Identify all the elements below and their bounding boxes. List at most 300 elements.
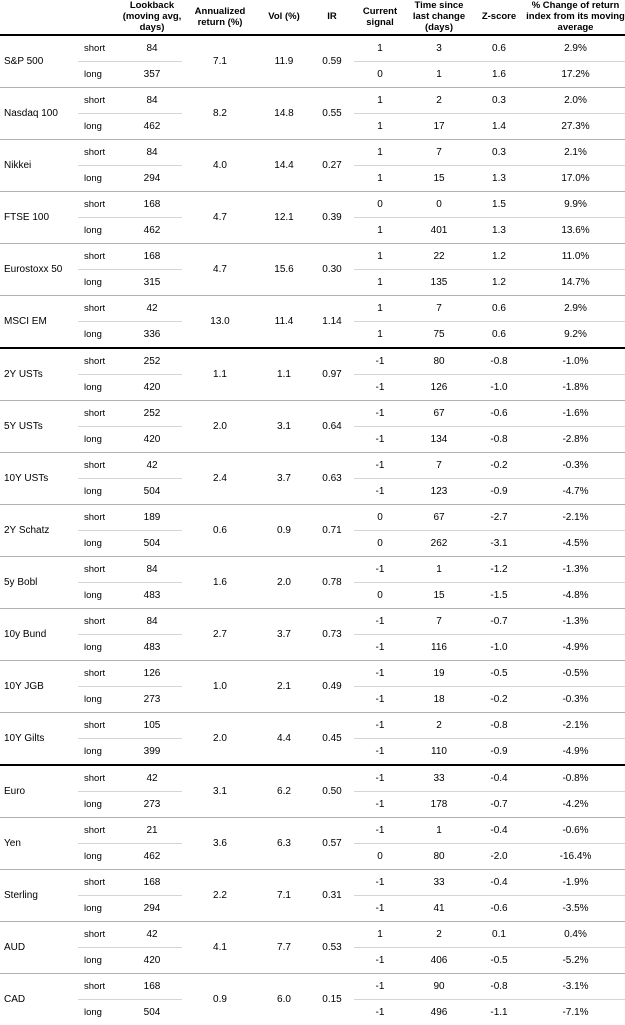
pct-change-value: -5.2% xyxy=(526,947,625,973)
ir-value: 0.97 xyxy=(310,348,354,401)
time-since-change-value: 33 xyxy=(406,869,472,895)
lookback-value: 504 xyxy=(143,1006,161,1018)
lookback-value: 294 xyxy=(122,895,182,921)
lookback-value: 504 xyxy=(122,530,182,556)
current-signal-value: -1 xyxy=(354,348,406,375)
current-signal-value: -1 xyxy=(354,426,406,452)
pct-change-value: -1.6% xyxy=(526,400,625,426)
annualized-return-value: 4.7 xyxy=(182,243,258,295)
vol-value: 2.0 xyxy=(258,556,310,608)
time-since-change-value: 2 xyxy=(406,87,472,113)
zscore-value: -0.9 xyxy=(472,478,526,504)
asset-name: Nikkei xyxy=(0,139,78,191)
header-term xyxy=(78,0,122,35)
header-asset xyxy=(0,0,78,35)
zscore-value: -0.8 xyxy=(472,973,526,999)
asset-name: 10Y JGB xyxy=(0,660,78,712)
time-since-change-value: 41 xyxy=(406,895,472,921)
zscore-value: -0.7 xyxy=(472,791,526,817)
zscore-value: -2.0 xyxy=(472,843,526,869)
pct-change-value: -7.1% xyxy=(562,1006,589,1018)
zscore-value: -0.8 xyxy=(472,426,526,452)
current-signal-value: 1 xyxy=(354,139,406,165)
asset-name: 10Y USTs xyxy=(0,452,78,504)
vol-value: 4.4 xyxy=(258,712,310,765)
ir-value: 0.59 xyxy=(310,35,354,88)
lookback-value: 273 xyxy=(122,791,182,817)
pct-change-value: -4.8% xyxy=(526,582,625,608)
term-label: short xyxy=(78,87,122,113)
ir-value: 0.55 xyxy=(310,87,354,139)
pct-change-value: -3.5% xyxy=(526,895,625,921)
zscore-value: 1.4 xyxy=(472,113,526,139)
pct-change-value: -1.0% xyxy=(526,348,625,375)
lookback-value: 294 xyxy=(122,165,182,191)
zscore-value: 1.3 xyxy=(472,165,526,191)
ir-value: 0.73 xyxy=(310,608,354,660)
current-signal-value: 0 xyxy=(354,843,406,869)
time-since-change-value: 1 xyxy=(406,556,472,582)
asset-name: MSCI EM xyxy=(0,295,78,348)
term-label: long xyxy=(78,634,122,660)
table-row xyxy=(0,452,625,478)
pct-change-value: 2.0% xyxy=(526,87,625,113)
time-since-change-value: 19 xyxy=(406,660,472,686)
zscore-value: -3.1 xyxy=(472,530,526,556)
lookback-value: 42 xyxy=(122,452,182,478)
current-signal-value: 1 xyxy=(354,35,406,62)
lookback-value: 21 xyxy=(122,817,182,843)
annualized-return-value: 2.4 xyxy=(182,452,258,504)
vol-value: 1.1 xyxy=(258,348,310,401)
lookback-value: 84 xyxy=(122,556,182,582)
time-since-change-value: 134 xyxy=(406,426,472,452)
time-since-change-value: 67 xyxy=(406,400,472,426)
current-signal-value: -1 xyxy=(354,660,406,686)
zscore-value: -0.5 xyxy=(472,947,526,973)
pct-change-value: -2.1% xyxy=(526,504,625,530)
current-signal-value: 1 xyxy=(354,243,406,269)
term-label: short xyxy=(78,400,122,426)
current-signal-value: 1 xyxy=(354,113,406,139)
table-row xyxy=(0,921,625,947)
time-since-change-value: 496 xyxy=(430,1006,448,1018)
lookback-value: 462 xyxy=(122,843,182,869)
zscore-value: -0.8 xyxy=(472,712,526,738)
asset-name: 5y Bobl xyxy=(0,556,78,608)
term-label: short xyxy=(78,869,122,895)
asset-name: S&P 500 xyxy=(0,35,78,88)
current-signal-value: 1 xyxy=(354,165,406,191)
pct-change-value: -0.3% xyxy=(526,452,625,478)
pct-change-value: 13.6% xyxy=(526,217,625,243)
term-label: long xyxy=(78,321,122,348)
term-label: short xyxy=(78,921,122,947)
vol-value: 14.8 xyxy=(258,87,310,139)
time-since-change-value: 80 xyxy=(406,348,472,375)
current-signal-value: -1 xyxy=(354,738,406,765)
zscore-value: 1.6 xyxy=(472,61,526,87)
vol-value: 6.3 xyxy=(258,817,310,869)
pct-change-value: -3.1% xyxy=(526,973,625,999)
current-signal-value: -1 xyxy=(354,791,406,817)
term-label: short xyxy=(78,35,122,62)
table-row xyxy=(0,243,625,269)
ir-value: 1.14 xyxy=(310,295,354,348)
header-annualized-return: Annualized return (%) xyxy=(194,5,246,28)
time-since-change-value: 262 xyxy=(406,530,472,556)
pct-change-value: -4.9% xyxy=(526,634,625,660)
term-label: long xyxy=(78,113,122,139)
table-row xyxy=(0,348,625,375)
zscore-value: 0.6 xyxy=(472,295,526,321)
annualized-return-value: 2.0 xyxy=(182,400,258,452)
pct-change-value: -1.3% xyxy=(526,556,625,582)
pct-change-value: 2.9% xyxy=(526,295,625,321)
ir-value: 0.63 xyxy=(310,452,354,504)
vol-value: 3.1 xyxy=(258,400,310,452)
zscore-value: -1.5 xyxy=(472,582,526,608)
lookback-value: 420 xyxy=(122,426,182,452)
term-label: short xyxy=(78,660,122,686)
annualized-return-value: 4.1 xyxy=(182,921,258,973)
asset-name: 10y Bund xyxy=(0,608,78,660)
vol-value: 12.1 xyxy=(258,191,310,243)
time-since-change-value: 0 xyxy=(406,191,472,217)
ir-value: 0.27 xyxy=(310,139,354,191)
pct-change-value: 27.3% xyxy=(526,113,625,139)
vol-value: 6.0 xyxy=(277,993,291,1005)
term-label: short xyxy=(78,452,122,478)
pct-change-value: -4.7% xyxy=(526,478,625,504)
term-label: long xyxy=(78,61,122,87)
vol-value: 15.6 xyxy=(258,243,310,295)
current-signal-value: -1 xyxy=(354,478,406,504)
lookback-value: 84 xyxy=(122,35,182,62)
table-header xyxy=(0,0,625,35)
table-row xyxy=(0,973,625,999)
current-signal-value: -1 xyxy=(354,400,406,426)
ir-value: 0.53 xyxy=(310,921,354,973)
lookback-value: 84 xyxy=(122,139,182,165)
pct-change-value: -4.9% xyxy=(526,738,625,765)
asset-name: Yen xyxy=(0,817,78,869)
table-row xyxy=(0,712,625,738)
pct-change-value: 9.2% xyxy=(526,321,625,348)
table-row xyxy=(0,191,625,217)
lookback-value: 168 xyxy=(122,973,182,999)
table-row xyxy=(0,660,625,686)
current-signal-value: -1 xyxy=(375,1006,385,1018)
pct-change-value: -0.3% xyxy=(526,686,625,712)
header-lookback: Lookback (moving avg, days) xyxy=(122,0,182,34)
zscore-value: -0.5 xyxy=(472,660,526,686)
term-label: long xyxy=(78,895,122,921)
term-label: long xyxy=(78,738,122,765)
header-row xyxy=(0,0,625,35)
pct-change-value: -1.8% xyxy=(526,374,625,400)
time-since-change-value: 116 xyxy=(406,634,472,660)
pct-change-value: -1.3% xyxy=(526,608,625,634)
term-label: long xyxy=(78,374,122,400)
current-signal-value: 0 xyxy=(354,530,406,556)
pct-change-value: -1.9% xyxy=(526,869,625,895)
pct-change-value: -4.2% xyxy=(526,791,625,817)
time-since-change-value: 17 xyxy=(406,113,472,139)
pct-change-value: -0.8% xyxy=(526,765,625,792)
vol-value: 11.4 xyxy=(258,295,310,348)
lookback-value: 42 xyxy=(122,765,182,792)
lookback-value: 168 xyxy=(122,191,182,217)
lookback-value: 126 xyxy=(122,660,182,686)
lookback-value: 273 xyxy=(122,686,182,712)
current-signal-value: -1 xyxy=(354,608,406,634)
ir-value: 0.57 xyxy=(310,817,354,869)
pct-change-value: -4.5% xyxy=(526,530,625,556)
lookback-value: 252 xyxy=(122,400,182,426)
zscore-value: -1.2 xyxy=(472,556,526,582)
asset-name: 10Y Gilts xyxy=(0,712,78,765)
term-label: short xyxy=(78,765,122,792)
annualized-return-value: 7.1 xyxy=(182,35,258,88)
current-signal-value: -1 xyxy=(354,556,406,582)
term-label: long xyxy=(78,217,122,243)
zscore-value: -1.0 xyxy=(472,634,526,660)
time-since-change-value: 15 xyxy=(406,582,472,608)
time-since-change-value: 15 xyxy=(406,165,472,191)
asset-name: FTSE 100 xyxy=(0,191,78,243)
lookback-value: 399 xyxy=(122,738,182,765)
table-row xyxy=(0,765,625,792)
lookback-value: 357 xyxy=(122,61,182,87)
time-since-change-value: 123 xyxy=(406,478,472,504)
zscore-value: -0.9 xyxy=(472,738,526,765)
annualized-return-value: 2.7 xyxy=(182,608,258,660)
current-signal-value: 1 xyxy=(354,295,406,321)
term-label: short xyxy=(78,295,122,321)
asset-name: CAD xyxy=(4,993,26,1005)
time-since-change-value: 22 xyxy=(406,243,472,269)
time-since-change-value: 1 xyxy=(406,817,472,843)
time-since-change-value: 90 xyxy=(406,973,472,999)
term-label: long xyxy=(78,165,122,191)
time-since-change-value: 7 xyxy=(406,295,472,321)
lookback-value: 420 xyxy=(122,947,182,973)
time-since-change-value: 7 xyxy=(406,452,472,478)
ir-value: 0.45 xyxy=(310,712,354,765)
time-since-change-value: 7 xyxy=(406,608,472,634)
pct-change-value: 9.9% xyxy=(526,191,625,217)
annualized-return-value: 1.0 xyxy=(182,660,258,712)
ir-value: 0.50 xyxy=(310,765,354,818)
ir-value: 0.78 xyxy=(310,556,354,608)
term-label: long xyxy=(78,426,122,452)
ir-value: 0.31 xyxy=(310,869,354,921)
zscore-value: -1.1 xyxy=(490,1006,508,1018)
zscore-value: 0.1 xyxy=(472,921,526,947)
time-since-change-value: 135 xyxy=(406,269,472,295)
ir-value: 0.30 xyxy=(310,243,354,295)
zscore-value: -0.8 xyxy=(472,348,526,375)
current-signal-value: -1 xyxy=(354,765,406,792)
lookback-value: 420 xyxy=(122,374,182,400)
current-signal-value: 0 xyxy=(354,504,406,530)
header-pct-change: % Change of return index from its moving average xyxy=(526,0,625,34)
pct-change-value: -0.5% xyxy=(526,660,625,686)
lookback-value: 168 xyxy=(122,869,182,895)
vol-value: 7.7 xyxy=(258,921,310,973)
table-row xyxy=(0,504,625,530)
table-row xyxy=(0,556,625,582)
term-label: long xyxy=(78,791,122,817)
pct-change-value: -16.4% xyxy=(526,843,625,869)
annualized-return-value: 2.0 xyxy=(182,712,258,765)
header-vol: Vol (%) xyxy=(268,11,300,23)
asset-name: 2Y Schatz xyxy=(0,504,78,556)
lookback-value: 483 xyxy=(122,582,182,608)
vol-value: 7.1 xyxy=(258,869,310,921)
asset-name: AUD xyxy=(0,921,78,973)
time-since-change-value: 2 xyxy=(406,712,472,738)
lookback-value: 42 xyxy=(122,921,182,947)
zscore-value: 0.3 xyxy=(472,87,526,113)
pct-change-value: -2.8% xyxy=(526,426,625,452)
ir-value: 0.64 xyxy=(310,400,354,452)
zscore-value: -0.6 xyxy=(472,895,526,921)
lookback-value: 42 xyxy=(122,295,182,321)
current-signal-value: 0 xyxy=(354,191,406,217)
zscore-value: -0.4 xyxy=(472,765,526,792)
annualized-return-value: 0.6 xyxy=(182,504,258,556)
current-signal-value: -1 xyxy=(354,374,406,400)
current-signal-value: -1 xyxy=(354,712,406,738)
lookback-value: 462 xyxy=(122,217,182,243)
asset-name: Eurostoxx 50 xyxy=(0,243,78,295)
time-since-change-value: 110 xyxy=(406,738,472,765)
time-since-change-value: 67 xyxy=(406,504,472,530)
time-since-change-value: 2 xyxy=(406,921,472,947)
vol-value: 2.1 xyxy=(258,660,310,712)
lookback-value: 84 xyxy=(122,87,182,113)
current-signal-value: -1 xyxy=(354,686,406,712)
current-signal-value: 1 xyxy=(354,269,406,295)
lookback-value: 315 xyxy=(122,269,182,295)
asset-name: Sterling xyxy=(0,869,78,921)
term-label: short xyxy=(78,348,122,375)
term-label: long xyxy=(78,582,122,608)
term-label: short xyxy=(78,712,122,738)
pct-change-value: -0.6% xyxy=(526,817,625,843)
pct-change-value: 11.0% xyxy=(526,243,625,269)
zscore-value: -1.0 xyxy=(472,374,526,400)
term-label: short xyxy=(78,504,122,530)
annualized-return-value: 3.6 xyxy=(182,817,258,869)
lookback-value: 462 xyxy=(122,113,182,139)
lookback-value: 189 xyxy=(122,504,182,530)
time-since-change-value: 7 xyxy=(406,139,472,165)
annualized-return-value: 3.1 xyxy=(182,765,258,818)
asset-name: 5Y USTs xyxy=(0,400,78,452)
table-body xyxy=(0,35,625,1025)
time-since-change-value: 126 xyxy=(406,374,472,400)
annualized-return-value: 2.2 xyxy=(182,869,258,921)
zscore-value: -0.7 xyxy=(472,608,526,634)
table-row xyxy=(0,35,625,62)
current-signal-value: -1 xyxy=(354,973,406,999)
current-signal-value: 0 xyxy=(354,582,406,608)
time-since-change-value: 1 xyxy=(406,61,472,87)
table-row xyxy=(0,869,625,895)
current-signal-value: 1 xyxy=(354,217,406,243)
header-time-since-last-change: Time since last change (days) xyxy=(412,0,466,34)
header-ir: IR xyxy=(327,11,337,23)
vol-value: 3.7 xyxy=(258,452,310,504)
current-signal-value: -1 xyxy=(354,452,406,478)
lookback-value: 84 xyxy=(122,608,182,634)
annualized-return-value: 8.2 xyxy=(182,87,258,139)
zscore-value: -0.2 xyxy=(472,452,526,478)
zscore-value: -0.4 xyxy=(472,869,526,895)
term-label: long xyxy=(78,686,122,712)
term-label: long xyxy=(84,1006,102,1018)
ir-value: 0.39 xyxy=(310,191,354,243)
zscore-value: -0.6 xyxy=(472,400,526,426)
term-label: short xyxy=(78,139,122,165)
current-signal-value: 1 xyxy=(354,921,406,947)
zscore-value: -0.4 xyxy=(472,817,526,843)
lookback-value: 168 xyxy=(122,243,182,269)
term-label: short xyxy=(78,556,122,582)
zscore-value: 0.6 xyxy=(472,35,526,62)
annualized-return-value: 1.6 xyxy=(182,556,258,608)
pct-change-value: 0.4% xyxy=(526,921,625,947)
term-label: long xyxy=(78,947,122,973)
table-row xyxy=(0,295,625,321)
term-label: long xyxy=(78,843,122,869)
current-signal-value: -1 xyxy=(354,634,406,660)
annualized-return-value: 0.9 xyxy=(213,993,227,1005)
term-label: long xyxy=(78,269,122,295)
time-since-change-value: 406 xyxy=(406,947,472,973)
time-since-change-value: 18 xyxy=(406,686,472,712)
zscore-value: -0.2 xyxy=(472,686,526,712)
pct-change-value: 17.0% xyxy=(526,165,625,191)
header-zscore: Z-score xyxy=(481,11,517,23)
table-row xyxy=(0,87,625,113)
term-label: short xyxy=(78,817,122,843)
header-current-signal: Current signal xyxy=(362,5,398,28)
zscore-value: 1.5 xyxy=(472,191,526,217)
ir-value: 0.71 xyxy=(310,504,354,556)
asset-name: Euro xyxy=(0,765,78,818)
zscore-value: 1.2 xyxy=(472,269,526,295)
current-signal-value: -1 xyxy=(354,947,406,973)
lookback-value: 504 xyxy=(122,478,182,504)
ir-value: 0.15 xyxy=(322,993,342,1005)
lookback-value: 483 xyxy=(122,634,182,660)
asset-name: Nasdaq 100 xyxy=(0,87,78,139)
lookback-value: 105 xyxy=(122,712,182,738)
term-label: short xyxy=(78,191,122,217)
time-since-change-value: 80 xyxy=(406,843,472,869)
lookback-value: 336 xyxy=(122,321,182,348)
pct-change-value: 2.9% xyxy=(526,35,625,62)
zscore-value: 1.2 xyxy=(472,243,526,269)
annualized-return-value: 4.7 xyxy=(182,191,258,243)
vol-value: 6.2 xyxy=(258,765,310,818)
current-signal-value: -1 xyxy=(354,895,406,921)
current-signal-value: 1 xyxy=(354,87,406,113)
